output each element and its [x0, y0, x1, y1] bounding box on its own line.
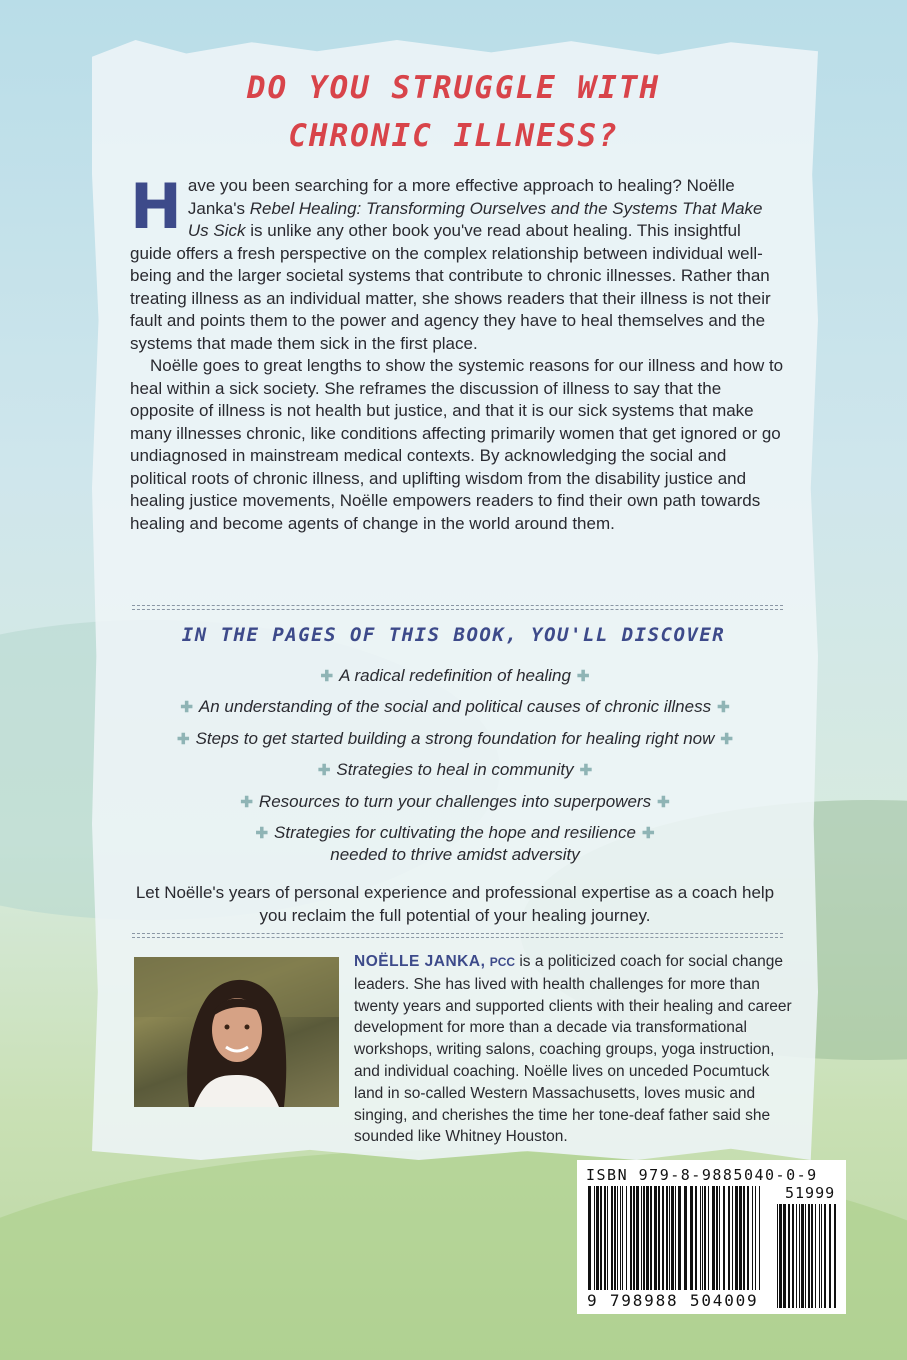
barcode-bar	[752, 1186, 753, 1290]
author-name: NOËLLE JANKA,	[354, 953, 486, 970]
list-item-text: Strategies to heal in community	[336, 760, 574, 779]
barcode-bar	[743, 1186, 745, 1290]
plus-icon: ✚	[317, 762, 331, 779]
list-item	[120, 665, 790, 688]
barcode-bars-icon	[588, 1186, 762, 1290]
barcode-bar	[633, 1186, 635, 1290]
barcode-bar	[824, 1204, 826, 1308]
barcode-bar	[626, 1186, 627, 1290]
barcode-bar	[702, 1186, 703, 1290]
plus-icon: ✚	[180, 699, 193, 716]
drop-cap: H	[130, 170, 182, 243]
barcode-bar	[792, 1204, 794, 1308]
author-bio	[354, 951, 794, 1148]
plus-icon: ✚	[641, 825, 655, 842]
price-barcode-bars-icon	[777, 1204, 837, 1308]
barcode-bar	[728, 1186, 730, 1290]
barcode-bar	[777, 1204, 778, 1308]
barcode-bar	[834, 1204, 836, 1308]
barcode-bar	[654, 1186, 657, 1290]
barcode-bar	[796, 1204, 797, 1308]
barcode-bar	[759, 1186, 760, 1290]
barcode-bar	[739, 1186, 742, 1290]
barcode-bar	[755, 1186, 756, 1290]
barcode-bar	[811, 1204, 813, 1308]
barcode-bar	[666, 1186, 668, 1290]
barcode-bar	[671, 1186, 674, 1290]
barcode-bar	[821, 1204, 822, 1308]
barcode-bar	[690, 1186, 693, 1290]
list-item-text: needed to thrive amidst adversity	[330, 845, 580, 864]
barcode-bar	[829, 1204, 831, 1308]
barcode-bar	[650, 1186, 652, 1290]
list-item-continuation	[120, 844, 790, 866]
list-item	[120, 791, 790, 814]
barcode-bar	[704, 1186, 706, 1290]
barcode-bar	[658, 1186, 660, 1290]
plus-icon: ✚	[240, 794, 253, 811]
barcode-bar	[788, 1204, 790, 1308]
barcode-bar	[662, 1186, 664, 1290]
barcode-bar	[600, 1186, 602, 1290]
intro-p1-rest: is unlike any other book you've read about healing. This insightful guide offers a fresh perspective on the complex relationship between individual well-being and the larger societal systems that contribute to chronic illnesses. Rather than treating illness as an individual matter, she shows readers that their illness is not their fault and points them to the power and agency they have to heal themselves and the systems that made them sick in the first place.	[130, 221, 771, 353]
barcode-bar	[617, 1186, 618, 1290]
barcode-bar	[594, 1186, 595, 1290]
barcode-bar	[588, 1186, 591, 1290]
barcode-bar	[604, 1186, 606, 1290]
barcode-bar	[716, 1186, 718, 1290]
list-item-text: A radical redefinition of healing	[339, 666, 571, 685]
intro-text	[130, 170, 785, 535]
barcode-bar	[735, 1186, 738, 1290]
barcode-bar	[611, 1186, 613, 1290]
plus-icon: ✚	[576, 668, 590, 685]
book-title: Rebel Healing: Transforming Ourselves and the Systems That Make Us Sick	[187, 198, 763, 240]
barcode-bar	[620, 1186, 621, 1290]
barcode-bar	[819, 1204, 820, 1308]
barcode-bar	[805, 1204, 806, 1308]
barcode-bar	[646, 1186, 649, 1290]
plus-icon: ✚	[717, 699, 730, 716]
list-item-text: An understanding of the social and political causes of chronic illness	[198, 697, 712, 716]
plus-icon: ✚	[720, 731, 733, 748]
barcode-bar	[669, 1186, 670, 1290]
headline-line-1: DO YOU STRUGGLE WITH	[246, 70, 661, 106]
plus-icon: ✚	[177, 731, 190, 748]
plus-icon: ✚	[320, 668, 334, 685]
isbn-number: 9 798988 504009	[587, 1291, 759, 1310]
barcode-bar	[732, 1186, 733, 1290]
barcode-bar	[695, 1186, 697, 1290]
barcode-bar	[783, 1204, 786, 1308]
barcode-panel	[577, 1160, 846, 1314]
closing-text: Let Noëlle's years of personal experience and professional expertise as a coach help you reclaim the full potential of your healing journey.	[135, 883, 775, 925]
list-item	[120, 822, 790, 845]
barcode-bar	[641, 1186, 642, 1290]
plus-icon: ✚	[657, 794, 670, 811]
author-portrait-icon	[134, 957, 339, 1107]
price-code: 51999	[785, 1184, 836, 1202]
barcode-bar	[596, 1186, 599, 1290]
list-item	[120, 696, 790, 719]
barcode-bar	[808, 1204, 810, 1308]
list-item	[120, 759, 790, 782]
isbn-label: ISBN 979-8-9885040-0-9	[586, 1166, 818, 1184]
author-bio-text: is a politicized coach for social change leaders. She has lived with health challenges for more than twenty years and supported clients with their healing and career development for more than a decade via transformational workshops, writing salons, coaching groups, yoga instruction, and individual coaching. Noëlle lives on unceded Pocumtuck land in so-called Western Massachusetts, loves music and singing, and cherishes the time her tone-deaf father said she sounded like Whitney Houston.	[354, 953, 792, 1146]
section-divider	[132, 933, 783, 938]
barcode-bar	[799, 1204, 800, 1308]
barcode-bar	[815, 1204, 816, 1308]
intro-p1-start: ave you been searching for a more effective approach to healing? Noëlle Janka's	[187, 176, 735, 218]
barcode-bar	[779, 1204, 782, 1308]
headline-line-2: CHRONIC ILLNESS?	[288, 118, 619, 154]
barcode-bar	[747, 1186, 749, 1290]
barcode-bar	[684, 1186, 687, 1290]
list-item-text: Steps to get started building a strong foundation for healing right now	[195, 729, 715, 748]
barcode-bar	[607, 1186, 608, 1290]
barcode-bar	[614, 1186, 616, 1290]
barcode-bar	[643, 1186, 645, 1290]
list-item-text: Strategies for cultivating the hope and resilience	[274, 823, 636, 842]
section-divider	[132, 605, 783, 610]
barcode-bar	[636, 1186, 639, 1290]
barcode-bar	[712, 1186, 715, 1290]
author-photo	[134, 957, 339, 1107]
plus-icon: ✚	[255, 825, 269, 842]
barcode-bar	[719, 1186, 720, 1290]
author-credential: PCC	[489, 955, 516, 969]
barcode-bar	[700, 1186, 701, 1290]
barcode-bar	[675, 1186, 676, 1290]
intro-paragraph-2: Noëlle goes to great lengths to show the systemic reasons for our illness and how to heal within a sick society. She reframes the discussion of illness to say that the opposite of illness is not health but justice, and that it is our sick systems that make many illnesses chronic, like conditions affecting primarily women that get ignored or go undiagnosed in mainstream medical contexts. By acknowledging the social and political roots of chronic illness, and uplifting wisdom from the disability justice and healing justice movements, Noëlle empowers readers to find their own path towards healing and become agents of change in the world around them.	[130, 356, 784, 533]
intro-paragraph-1	[130, 170, 785, 355]
barcode-bar	[678, 1186, 681, 1290]
discover-heading: IN THE PAGES OF THIS BOOK, YOU'LL DISCOVER	[181, 624, 726, 646]
barcode-bar	[723, 1186, 725, 1290]
list-item	[120, 728, 790, 751]
barcode-bar	[630, 1186, 632, 1290]
barcode-bar	[708, 1186, 709, 1290]
barcode-bar	[801, 1204, 804, 1308]
plus-icon: ✚	[579, 762, 593, 779]
list-item-text: Resources to turn your challenges into superpowers	[258, 792, 652, 811]
barcode-bar	[622, 1186, 623, 1290]
